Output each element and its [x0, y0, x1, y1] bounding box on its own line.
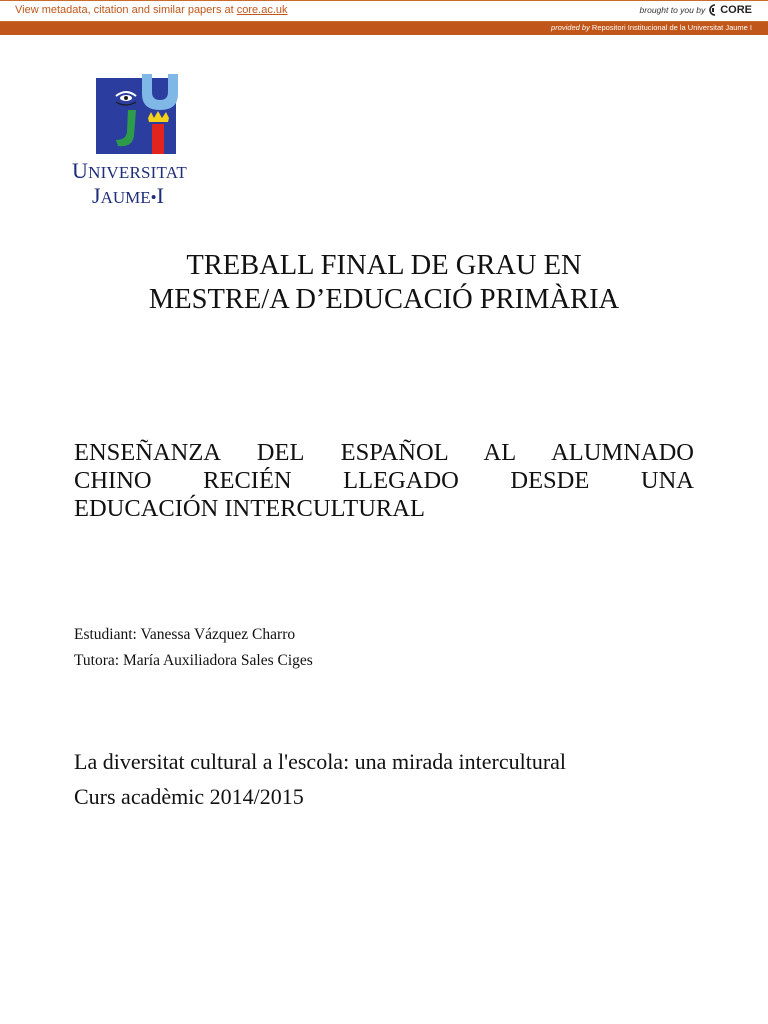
university-name-line1	[72, 160, 187, 182]
core-banner	[0, 0, 768, 22]
core-link[interactable]: core.ac.uk	[236, 4, 288, 16]
university-name	[72, 160, 187, 207]
university-logo	[72, 74, 212, 208]
academic-year: Curs acadèmic 2014/2015	[74, 784, 304, 809]
logo-suffix: I	[156, 183, 164, 208]
logo-word-niversitat: NIVERSITAT	[88, 163, 187, 182]
course-subject: La diversitat cultural a l'escola: una mirada intercultural	[74, 749, 567, 774]
core-metadata-text	[15, 4, 288, 16]
provided-by-source: Repositori Institucional de la Universitat Jaume I	[591, 23, 752, 32]
core-metadata-label: View metadata, citation and similar papers at	[15, 4, 237, 16]
provided-by-text[interactable]	[551, 23, 752, 32]
document-authors	[74, 622, 313, 674]
title-line: TREBALL FINAL DE GRAU EN	[186, 250, 582, 281]
course-info	[74, 744, 566, 814]
core-logo[interactable]	[708, 4, 752, 16]
subtitle-line: CHINO RECIÉN LLEGADO DESDE UNA	[74, 467, 694, 494]
core-logo-text: CORE	[720, 4, 752, 16]
provided-by-label: provided by	[551, 23, 590, 32]
provided-by-bar	[0, 22, 768, 35]
logo-word-aume: AUME	[100, 188, 151, 207]
document-subtitle	[74, 439, 694, 523]
university-name-line2	[92, 185, 187, 207]
logo-separator: •	[150, 188, 157, 207]
subtitle-line: EDUCACIÓN INTERCULTURAL	[74, 495, 425, 522]
logo-initial-j: J	[92, 183, 101, 208]
document-title	[74, 249, 694, 317]
university-emblem-icon	[94, 74, 180, 156]
logo-initial-u: U	[72, 158, 89, 183]
brought-by-label: brought to you by	[639, 5, 706, 15]
subtitle-line: ENSEÑANZA DEL ESPAÑOL AL ALUMNADO	[74, 439, 694, 466]
core-brought-by[interactable]	[640, 4, 752, 16]
title-line: MESTRE/A D’EDUCACIÓ PRIMÀRIA	[148, 284, 620, 315]
tutor-name: Tutora: María Auxiliadora Sales Ciges	[74, 652, 313, 669]
student-name: Estudiant: Vanessa Vázquez Charro	[74, 626, 296, 643]
core-logo-icon	[708, 4, 718, 16]
